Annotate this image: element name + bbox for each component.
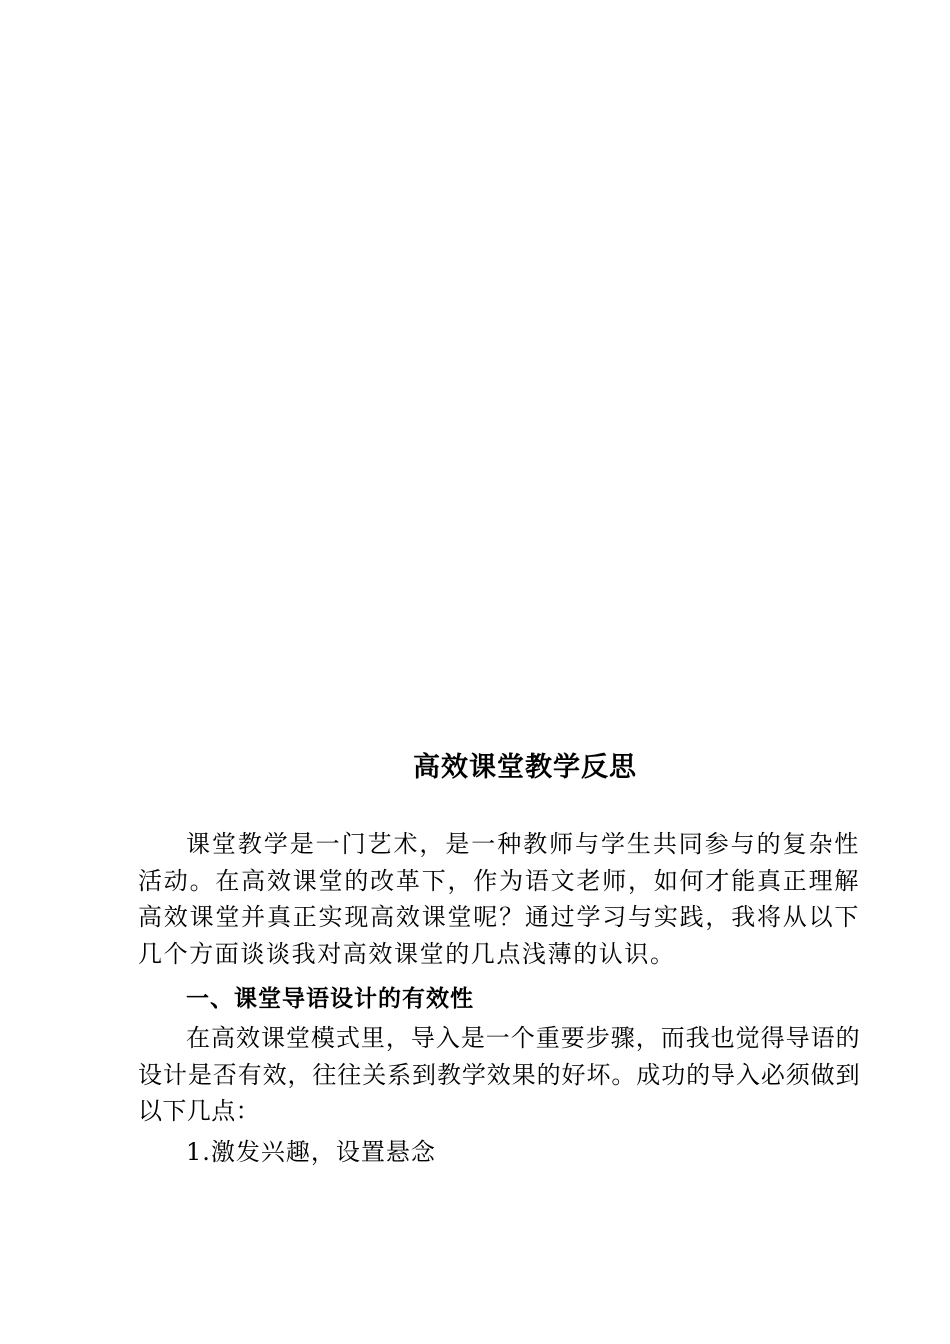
document-title: 高效课堂教学反思 [413, 752, 637, 783]
intro-paragraph: 课堂教学是一门艺术，是一种教师与学生共同参与的复杂性活动。在高效课堂的改革下，作为语文老师，如何才能真正理解高效课堂并真正实现高效课堂呢？通过学习与实践，我将从以下几个方面谈谈我对高效课堂的几点浅薄的认识。 [138, 830, 860, 968]
section-1-paragraph: 在高效课堂模式里，导入是一个重要步骤，而我也觉得导语的设计是否有效，往往关系到教学效果的好坏。成功的导入必须做到以下几点： [138, 1024, 860, 1125]
list-item-1: 1.激发兴趣，设置悬念 [186, 1138, 436, 1166]
section-heading-1: 一、课堂导语设计的有效性 [186, 986, 474, 1012]
